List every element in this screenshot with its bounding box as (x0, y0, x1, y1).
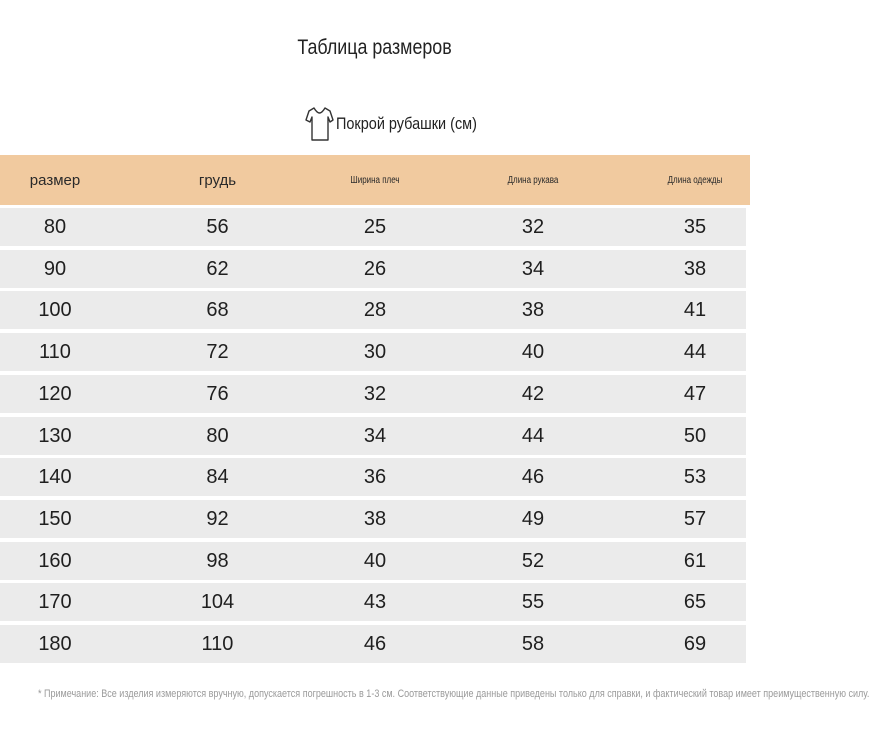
cell-shoulder-width: 28 (363, 298, 387, 321)
cell-garment-length: 44 (683, 340, 707, 363)
cell-shoulder-width: 40 (363, 549, 387, 572)
cell-chest: 68 (206, 298, 229, 321)
subtitle-label: Покрой рубашки (см) (336, 114, 477, 133)
cell-garment-length: 53 (683, 465, 707, 488)
cell-sleeve-length: 49 (521, 507, 545, 530)
cell-chest: 110 (201, 632, 234, 655)
table-row (0, 291, 746, 329)
cell-size: 170 (38, 590, 72, 613)
page-title: Таблица размеров (297, 36, 452, 59)
table-row (0, 375, 746, 413)
cell-sleeve-length: 52 (521, 549, 545, 572)
table-row (0, 500, 746, 538)
cell-sleeve-length: 44 (521, 424, 545, 447)
cell-shoulder-width: 36 (363, 465, 387, 488)
cell-size: 100 (38, 298, 72, 321)
cell-garment-length: 38 (683, 257, 707, 280)
header-garment-length: Длина одежды (667, 174, 723, 186)
cell-size: 130 (38, 424, 72, 447)
cell-garment-length: 50 (683, 424, 707, 447)
cell-size: 180 (38, 632, 72, 655)
cell-garment-length: 65 (683, 590, 707, 613)
cell-garment-length: 47 (683, 382, 707, 405)
cell-size: 110 (39, 340, 71, 363)
table-row (0, 250, 746, 288)
table-header (0, 155, 750, 205)
cell-size: 80 (43, 215, 67, 238)
table-row (0, 417, 746, 455)
cell-shoulder-width: 38 (363, 507, 387, 530)
cell-chest: 104 (200, 590, 235, 613)
header-chest: грудь (198, 171, 237, 189)
cell-sleeve-length: 58 (521, 632, 545, 655)
cell-chest: 80 (206, 424, 229, 447)
cell-size: 90 (43, 257, 67, 280)
table-row (0, 583, 746, 621)
cell-shoulder-width: 43 (363, 590, 387, 613)
header-size: размер (29, 171, 81, 189)
cell-sleeve-length: 40 (521, 340, 545, 363)
shirt-icon (304, 104, 334, 144)
cell-sleeve-length: 32 (521, 215, 545, 238)
table-row (0, 208, 746, 246)
cell-garment-length: 61 (683, 549, 707, 572)
cell-size: 160 (38, 549, 72, 572)
cell-garment-length: 35 (683, 215, 707, 238)
cell-sleeve-length: 55 (521, 590, 545, 613)
cell-sleeve-length: 38 (521, 298, 545, 321)
cell-chest: 72 (206, 340, 229, 363)
cell-chest: 84 (206, 465, 229, 488)
cell-shoulder-width: 46 (363, 632, 387, 655)
cell-chest: 98 (206, 549, 229, 572)
cell-shoulder-width: 30 (363, 340, 387, 363)
cell-shoulder-width: 25 (363, 215, 387, 238)
cell-size: 120 (38, 382, 72, 405)
table-row (0, 333, 746, 371)
cell-size: 150 (38, 507, 72, 530)
table-row (0, 542, 746, 580)
cell-garment-length: 57 (683, 507, 707, 530)
cell-chest: 62 (206, 257, 229, 280)
cell-garment-length: 41 (683, 298, 707, 321)
table-row (0, 458, 746, 496)
cell-shoulder-width: 34 (363, 424, 387, 447)
table-row (0, 625, 746, 663)
cell-chest: 56 (206, 215, 229, 238)
cell-sleeve-length: 42 (521, 382, 545, 405)
footnote: * Примечание: Все изделия измеряются вручную, допускается погрешность в 1-3 см. Соответствующие данные приведены только для справки, и фактический товар имеет преимущественную силу. (38, 688, 869, 700)
header-shoulder-width: Ширина плеч (350, 174, 400, 186)
table-subtitle (304, 104, 502, 144)
header-sleeve-length: Длина рукава (507, 174, 559, 186)
cell-garment-length: 69 (683, 632, 707, 655)
cell-chest: 92 (206, 507, 229, 530)
cell-sleeve-length: 34 (521, 257, 545, 280)
cell-shoulder-width: 26 (363, 257, 387, 280)
cell-sleeve-length: 46 (521, 465, 545, 488)
cell-shoulder-width: 32 (363, 382, 387, 405)
cell-size: 140 (38, 465, 72, 488)
cell-chest: 76 (206, 382, 229, 405)
